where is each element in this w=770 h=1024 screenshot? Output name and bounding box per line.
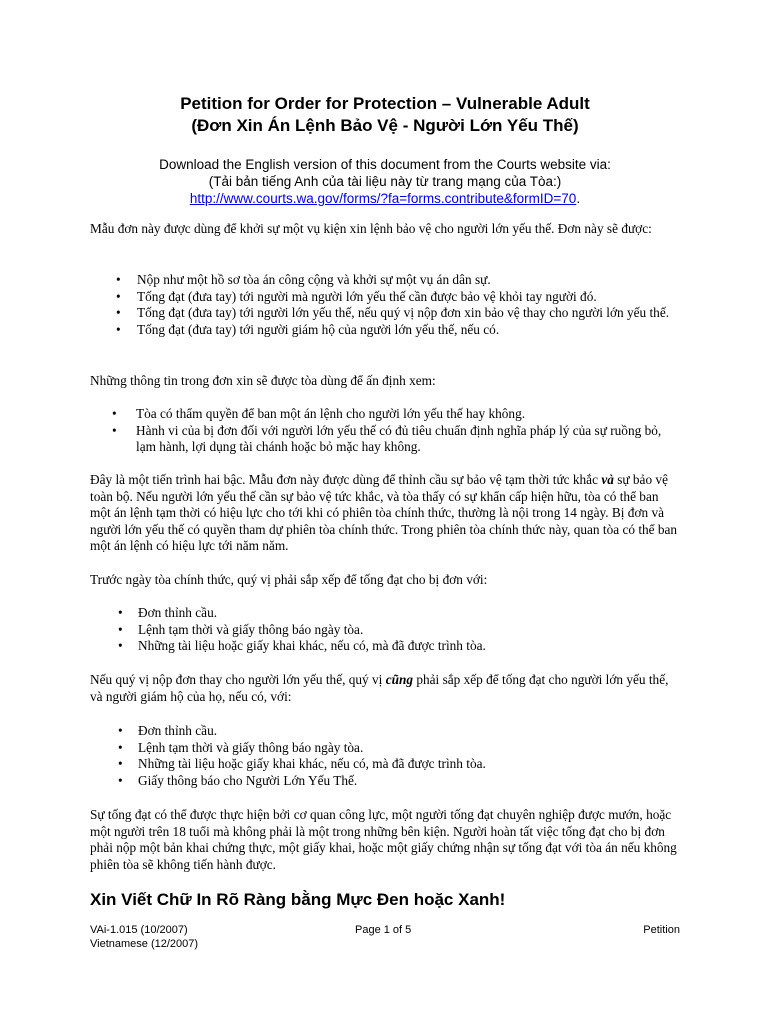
bullet-icon: • — [118, 638, 123, 654]
language-version: Vietnamese (12/2007) — [90, 938, 199, 950]
list-item: • Lệnh tạm thời và giấy thông báo ngày tòa. — [118, 621, 364, 637]
bullet-icon: • — [116, 272, 121, 287]
list-item: • Đơn thỉnh cầu. — [118, 723, 218, 738]
page-number: Page 1 of 5 — [355, 924, 412, 936]
download-link-line — [0, 190, 770, 207]
list-item: • Tống đạt (đưa tay) tới người giám hộ của người lớn yếu thế, nếu có. — [116, 321, 500, 337]
info-intro: Những thông tin trong đơn xin sẽ được tòa dùng để ấn định xem: — [90, 373, 436, 388]
form-code: VAi-1.015 (10/2007) — [90, 924, 188, 936]
bullet-icon: • — [118, 621, 123, 637]
service-paragraph: Sự tống đạt có thể được thực hiện bởi cơ quan công lực, một người tống đạt chuyên nghiệp được mướn, hoặc một người trên 18 tuổi mà không phải là một trong những bên kiện. Người hoàn tất việc tống đạt cho bị đơn phải nộp một bản khai chứng thực, một giấy khai, hoặc một giấy chứng nhận sự tống đạt với tòa án nếu không phiên tòa sẽ không tiến hành được. — [90, 807, 677, 872]
bullet-icon: • — [118, 605, 123, 620]
bullet-icon: • — [118, 739, 123, 755]
two-step-paragraph: Đây là một tiến trình hai bậc. Mẫu đơn này được dùng để thỉnh cầu sự bảo vệ tạm thời tức khắc và sự bảo vệ toàn bộ. Nếu người lớn yếu thế cần sự bảo vệ tức khắc, và tòa thấy có sự khẩn cấp hiện hữu, tòa có thể ban một án lệnh tạm thời có hiệu lực cho tới khi có phiên tòa chính thức, thường là nội trong 14 ngày. Bị đơn và người lớn yếu thế có quyền tham dự phiên tòa chính thức. Trong phiên tòa chính thức này, quan tòa có thể ban một án lệnh có hiệu lực tới năm năm. — [90, 472, 678, 554]
emphasis-and: và — [601, 472, 614, 487]
list-item: • Hành vi của bị đơn đối với người lớn yếu thế có đủ tiêu chuẩn định nghĩa pháp lý của sự ruồng bỏ, lạm hành, lợi dụng tài chánh hoặc bỏ mặc hay không. — [112, 422, 662, 455]
bullet-icon: • — [112, 422, 117, 438]
determine-list — [90, 406, 682, 456]
list-item: • Nộp như một hồ sơ tòa án công cộng và khởi sự một vụ án dân sự. — [116, 272, 491, 287]
list-item: • Giấy thông báo cho Người Lớn Yếu Thế. — [118, 772, 358, 788]
list-item: • Tống đạt (đưa tay) tới người mà người lớn yếu thế cần được bảo vệ khỏi tay người đó. — [116, 288, 597, 304]
also-serve-paragraph: Nếu quý vị nộp đơn thay cho người lớn yếu thế, quý vị cũng phải sắp xếp để tống đạt cho người lớn yếu thế, và người giám hộ của họ, nếu có, với: — [90, 672, 669, 704]
bullet-icon: • — [118, 756, 123, 772]
link-period: . — [576, 191, 581, 206]
bullet-icon: • — [116, 305, 121, 321]
also-serve-list — [90, 723, 682, 789]
title-block — [0, 93, 770, 137]
list-item: • Những tài liệu hoặc giấy khai khác, nếu có, mà đã được trình tòa. — [118, 638, 486, 654]
bullet-icon: • — [112, 406, 117, 421]
bullet-icon: • — [116, 321, 121, 337]
courts-form-link[interactable]: http://www.courts.wa.gov/forms/?fa=forms.contribute&formID=70 — [189, 191, 577, 206]
bullet-icon: • — [118, 723, 123, 738]
bullet-icon: • — [118, 772, 123, 788]
list-item: • Những tài liệu hoặc giấy khai khác, nếu có, mà đã được trình tòa. — [118, 756, 486, 772]
page-title: Petition for Order for Protection – Vulnerable Adult — [180, 94, 590, 113]
bullet-icon: • — [116, 288, 121, 304]
download-line-english: Download the English version of this document from the Courts website via: — [159, 157, 611, 172]
intro-paragraph: Mẫu đơn này được dùng để khởi sự một vụ kiện xin lệnh bảo vệ cho người lớn yếu thế. Đơn này sẽ được: — [90, 221, 652, 236]
list-item: • Tòa có thẩm quyền để ban một án lệnh cho người lớn yếu thế hay không. — [112, 406, 526, 421]
emphasis-also: cũng — [385, 672, 414, 687]
print-instruction-heading: Xin Viết Chữ In Rõ Ràng bằng Mực Đen hoặc Xanh! — [90, 890, 506, 909]
list-item: • Đơn thỉnh cầu. — [118, 605, 218, 620]
list-item: • Lệnh tạm thời và giấy thông báo ngày tòa. — [118, 739, 364, 755]
download-notice — [0, 156, 770, 207]
footer-form-info — [90, 923, 290, 951]
page-title-translation: (Đơn Xin Án Lệnh Bảo Vệ - Người Lớn Yếu Thế) — [191, 116, 579, 135]
serve-intro: Trước ngày tòa chính thức, quý vị phải sắp xếp để tống đạt cho bị đơn với: — [90, 572, 488, 587]
list-item: • Tống đạt (đưa tay) tới người lớn yếu thế, nếu quý vị nộp đơn xin bảo vệ thay cho người lớn yếu thế. — [116, 305, 670, 321]
serve-list — [90, 605, 682, 655]
document-type: Petition — [643, 924, 680, 936]
uses-list — [90, 272, 682, 338]
download-line-vietnamese: (Tải bản tiếng Anh của tài liệu này từ trang mạng của Tòa:) — [208, 174, 562, 189]
